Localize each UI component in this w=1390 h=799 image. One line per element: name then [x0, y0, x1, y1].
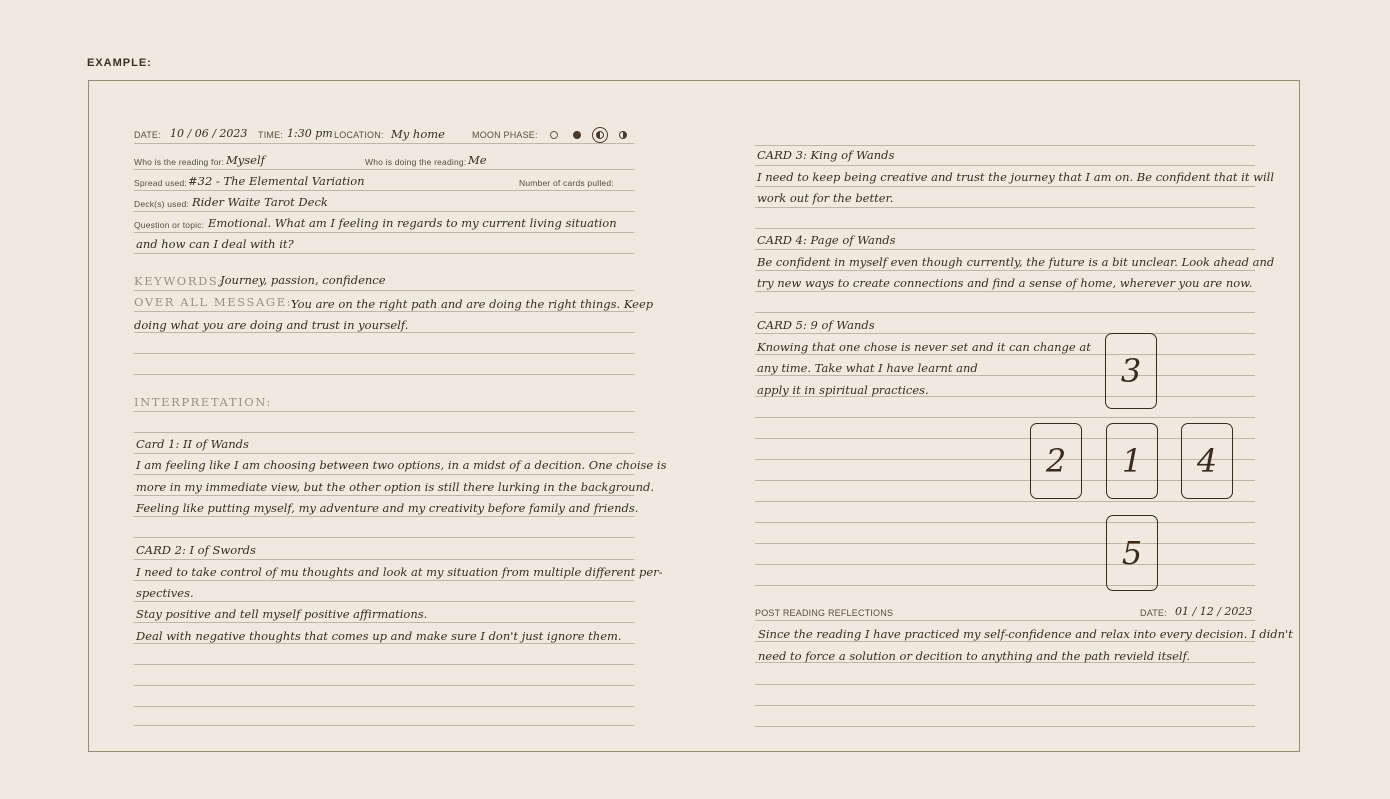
ruled-line [134, 332, 634, 333]
ruled-line [755, 333, 1255, 334]
card-5-line: apply it in spiritual practices. [757, 383, 929, 397]
ruled-line [134, 190, 634, 191]
ruled-line [755, 270, 1255, 271]
reflections-line: need to force a solution or decition to anything and the path revield itself. [758, 649, 1191, 663]
new-moon-icon [550, 131, 558, 139]
card-3-line: I need to keep being creative and trust the journey that I am on. Be confident that it will [757, 170, 1275, 184]
card-1-line: I am feeling like I am choosing between two options, in a midst of a decition. One choise is [136, 458, 667, 472]
spread-label: Spread used: [134, 178, 187, 188]
ruled-line [755, 375, 1255, 376]
spread-card-3: 3 [1105, 333, 1157, 409]
location-label: LOCATION: [334, 130, 384, 140]
time-label: TIME: [258, 130, 283, 140]
card-4-line: Be confident in myself even though currently, the future is a bit unclear. Look ahead and [757, 255, 1275, 269]
spread-card-1: 1 [1106, 423, 1158, 499]
deck-label: Deck(s) used: [134, 199, 190, 209]
ruled-line [134, 453, 634, 454]
spread-value: #32 - The Elemental Variation [188, 174, 365, 188]
reflections-date-label: DATE: [1140, 608, 1167, 618]
ruled-line [755, 354, 1255, 355]
ruled-line [134, 253, 634, 254]
ruled-line [755, 291, 1255, 292]
doing-reading-value: Me [468, 153, 487, 167]
ruled-line [755, 641, 1255, 642]
card-3-line: work out for the better. [757, 191, 894, 205]
reflections-line: Since the reading I have practiced my self-confidence and relax into every decision. I didn't [758, 627, 1293, 641]
ruled-line [134, 311, 634, 312]
cards-pulled-label: Number of cards pulled: [519, 178, 614, 188]
doing-reading-label: Who is doing the reading: [365, 157, 467, 167]
ruled-line [755, 564, 1255, 565]
ruled-line [755, 620, 1255, 621]
ruled-line [134, 622, 634, 623]
ruled-line [755, 145, 1255, 146]
keywords-value: Journey, passion, confidence [220, 273, 386, 287]
ruled-line [134, 559, 634, 560]
ruled-line [755, 501, 1255, 502]
ruled-line [134, 664, 634, 665]
ruled-line [134, 706, 634, 707]
interpretation-label: INTERPRETATION: [134, 395, 273, 409]
card-2-title: CARD 2: I of Swords [136, 543, 256, 557]
ruled-line [755, 312, 1255, 313]
ruled-line [134, 143, 634, 144]
ruled-line [134, 411, 634, 412]
circled-half-moon-icon [592, 127, 608, 143]
ruled-line [755, 726, 1255, 727]
spread-card-2: 2 [1030, 423, 1082, 499]
card-2-line: Deal with negative thoughts that comes up and make sure I don't just ignore them. [136, 629, 622, 643]
ruled-line [755, 480, 1255, 481]
ruled-line [755, 228, 1255, 229]
ruled-line [134, 432, 634, 433]
spread-card-5: 5 [1106, 515, 1158, 591]
card-5-title: CARD 5: 9 of Wands [757, 318, 875, 332]
overall-message-line-2: doing what you are doing and trust in yourself. [134, 318, 409, 332]
ruled-line [134, 495, 634, 496]
ruled-line [755, 705, 1255, 706]
ruled-line [134, 725, 634, 726]
question-label: Question or topic: [134, 220, 205, 230]
ruled-line [134, 353, 634, 354]
ruled-line [755, 186, 1255, 187]
date-label: DATE: [134, 130, 161, 140]
keywords-label: KEYWORDS: [134, 274, 224, 288]
ruled-line [134, 580, 634, 581]
card-1-line: Feeling like putting myself, my adventure and my creativity before family and friends. [136, 501, 639, 515]
moon-phase-label: MOON PHASE: [472, 130, 538, 140]
card-3-title: CARD 3: King of Wands [757, 148, 895, 162]
ruled-line [755, 207, 1255, 208]
ruled-line [134, 643, 634, 644]
ruled-line [755, 417, 1255, 418]
ruled-line [134, 211, 634, 212]
ruled-line [755, 438, 1255, 439]
date-value: 10 / 06 / 2023 [170, 127, 248, 140]
ruled-line [755, 165, 1255, 166]
reflections-date-value: 01 / 12 / 2023 [1175, 605, 1253, 618]
overall-message-label: OVER ALL MESSAGE: [134, 295, 293, 309]
ruled-line [134, 374, 634, 375]
reading-for-value: Myself [226, 153, 265, 167]
reflections-label: POST READING REFLECTIONS [755, 608, 894, 618]
time-value: 1:30 pm [287, 127, 333, 140]
question-line-2: and how can I deal with it? [136, 237, 294, 251]
ruled-line [134, 685, 634, 686]
ruled-line [755, 249, 1255, 250]
example-label: EXAMPLE: [87, 57, 152, 69]
ruled-line [755, 684, 1255, 685]
card-1-line: more in my immediate view, but the other option is still there lurking in the background. [136, 480, 654, 494]
card-4-title: CARD 4: Page of Wands [757, 233, 896, 247]
ruled-line [134, 516, 634, 517]
ruled-line [755, 543, 1255, 544]
reading-for-label: Who is the reading for: [134, 157, 225, 167]
ruled-line [755, 522, 1255, 523]
full-moon-icon [573, 131, 581, 139]
ruled-line [134, 290, 634, 291]
ruled-line [134, 537, 634, 538]
card-5-line: Knowing that one chose is never set and it can change at [757, 340, 1091, 354]
spread-card-4: 4 [1181, 423, 1233, 499]
card-2-line: Stay positive and tell myself positive affirmations. [136, 607, 428, 621]
ruled-line [134, 601, 634, 602]
ruled-line [755, 585, 1255, 586]
card-1-title: Card 1: II of Wands [136, 437, 249, 451]
card-4-line: try new ways to create connections and find a sense of home, wherever you are now. [757, 276, 1253, 290]
card-2-line: spectives. [136, 586, 194, 600]
overall-message-line-1: You are on the right path and are doing the right things. Keep [291, 297, 654, 311]
card-5-line: any time. Take what I have learnt and [757, 361, 978, 375]
ruled-line [134, 169, 634, 170]
location-value: My home [391, 127, 445, 141]
card-2-line: I need to take control of mu thoughts and look at my situation from multiple different per- [136, 565, 663, 579]
half-moon-icon [619, 131, 627, 139]
ruled-line [134, 232, 634, 233]
ruled-line [134, 474, 634, 475]
deck-value: Rider Waite Tarot Deck [192, 195, 328, 209]
question-line-1: Emotional. What am I feeling in regards to my current living situation [208, 216, 617, 230]
ruled-line [755, 459, 1255, 460]
